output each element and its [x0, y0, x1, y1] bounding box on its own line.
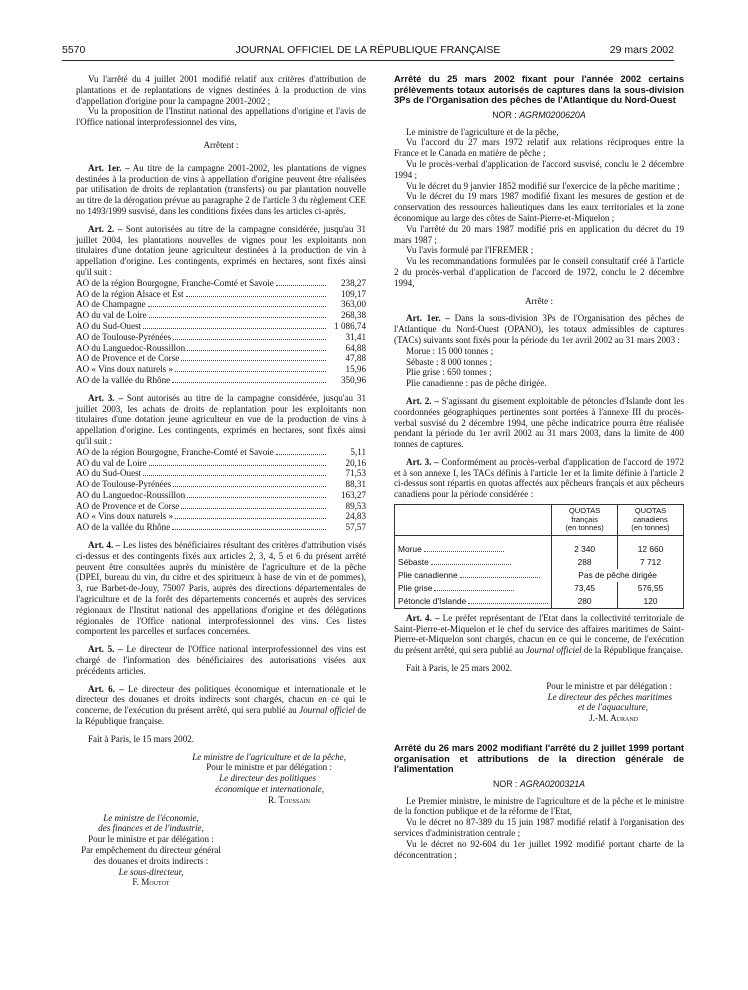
contingent-row [76, 511, 366, 522]
contingent-value: 109,17 [340, 288, 366, 299]
right-column [394, 74, 684, 860]
signature-line: économique et internationale, [215, 784, 324, 795]
contingent-row [76, 353, 366, 364]
article-3 [394, 457, 684, 500]
contingent-row [76, 468, 366, 479]
contingent-row [76, 278, 366, 289]
contingents-list-replantation [76, 447, 366, 533]
arretent-heading: Arrêtent : [203, 139, 239, 150]
quota-table-header [395, 505, 684, 536]
signature-line: des finances et de l'industrie, [98, 823, 204, 834]
contingent-name: AO de la région Bourgogne, Franche-Comté et Savoie [76, 277, 274, 288]
quota-row [395, 582, 684, 595]
contingents-list-plantations [76, 278, 366, 386]
article-4 [76, 540, 366, 637]
fait-line: Fait à Paris, le 15 mars 2002. [88, 733, 195, 744]
dot-leader [181, 508, 326, 509]
dot-leader [172, 529, 326, 530]
article-text: S'agissant du gisement exploitable de pétoncles d'Islande dont les coordonnées géographiques pertinentes sont portées à l'annexe III du procès-verbal susvisé du 2 décembre 1994, une pêche indicatrice pourra être réalisée pendant la période du 1er avril 2002 au 31 mars 2003, dans la limite de 400 tonnes de captures. [394, 395, 684, 450]
quota-francais-cell: 73,45 [552, 582, 618, 595]
article-label: Art. 5. – [88, 644, 123, 655]
signature-line: Par empêchement du directeur général [81, 845, 221, 855]
signature-block-agriculture [76, 752, 366, 806]
signature-line: Le sous-directeur, [118, 866, 184, 877]
contingent-value: 71,53 [345, 468, 366, 479]
article-label: Art. 1er. – [88, 162, 130, 173]
dot-leader [431, 564, 511, 565]
contingent-name: AO du val de Loire [76, 310, 147, 321]
contingent-name: AO de la région Alsace et Est [76, 288, 184, 299]
contingent-name: AO de la vallée du Rhône [76, 522, 171, 533]
quota-francais-cell: 288 [552, 556, 618, 569]
journal-name: Journal officiel [299, 705, 356, 716]
visa-paragraph: Vu les recommandations formulées par le conseil consultatif créé à l'article 2 du procès-verbal d'application de l'accord de 1972, conclu le 2 décembre 1994, [394, 256, 684, 288]
contingent-row [76, 332, 366, 343]
article-text: Sont autorisées au titre de la campagne considérée, jusqu'au 31 juillet 2004, les plantations nouvelles de vignes pour les exploitants non titulaires d'une dotation jeune agriculteur destinées à la production de vin à appellation d'origine. Les contingents, exprimés en hectares, sont fixés ainsi qu'il suit : [76, 223, 366, 277]
contingent-name: AO du Sud-Ouest [76, 320, 142, 331]
visa-paragraph: Vu l'arrêté du 4 juillet 2001 modifié relatif aux critères d'attribution de plantations et de replantations de vignes destinées à la production de vins d'appellation d'origine pour la campagne 2001-2002 ; [76, 74, 366, 106]
tac-item: Sébaste : 8 000 tonnes ; [406, 356, 493, 367]
contingent-name: AO du Languedoc-Roussillon [76, 342, 186, 353]
nor-label: NOR : [493, 778, 518, 789]
article-2 [394, 396, 684, 450]
species-cell [395, 582, 552, 595]
contingent-value: 350,96 [340, 374, 366, 385]
header-quotas-francais: QUOTAS français (en tonnes) [552, 505, 618, 536]
nor-reference-2 [394, 779, 684, 790]
contingent-value: 64,88 [345, 342, 366, 353]
article-5 [76, 644, 366, 676]
dot-leader [148, 306, 326, 307]
contingent-name: AO du val de Loire [76, 457, 147, 468]
article-1 [394, 313, 684, 345]
dot-leader [143, 475, 326, 476]
contingent-row [76, 447, 366, 458]
nor-code: AGRM0200620A [519, 109, 586, 120]
contingent-row [76, 289, 366, 300]
contingent-row [76, 458, 366, 469]
tac-item: Morue : 15 000 tonnes ; [406, 345, 494, 356]
article-2 [76, 224, 366, 278]
contingent-value: 31,41 [345, 331, 366, 342]
dot-leader [460, 577, 540, 578]
contingent-value: 47,88 [345, 353, 366, 364]
article-text: Sont autorisés au titre de la campagne considérée, jusqu'au 31 juillet 2003, les achats de droits de replantation pour les exploitants non titulaires d'une dotation jeune agriculteur en vue de la production de vins à appellation d'origine. Les contingents, exprimés en hectares, sont fixés ainsi qu'il suit : [76, 392, 366, 446]
contingent-name: AO de Champagne [76, 299, 146, 310]
dot-leader [276, 454, 326, 455]
visa-paragraph: Vu le décret no 87-389 du 15 juin 1987 modifié relatif à l'organisation des services d'administration centrale ; [394, 817, 684, 838]
dot-leader [187, 497, 326, 498]
dot-leader [175, 518, 326, 519]
tac-item: Plie grise : 650 tonnes ; [406, 367, 492, 378]
contingent-value: 1 086,74 [334, 320, 366, 331]
signature-line: et de l'aquaculture, [577, 702, 648, 713]
header-quotas-canadiens: QUOTAS canadiens (en tonnes) [618, 505, 684, 536]
visa-paragraph: Vu le décret du 19 mars 1987 modifié fixant les mesures de gestion et de conservation des ressources halieutiques dans les eaux territoriales et la zone économique au large des côtes de Saint-Pierre-et-Miquelon ; [394, 191, 684, 223]
contingent-value: 163,27 [340, 489, 366, 500]
species-name: Plie grise [398, 582, 433, 593]
contingent-row [76, 321, 366, 332]
article-text: Au titre de la campagne 2001-2002, les plantations de vignes destinées à la production de vins à appellation d'origine peuvent être réalisées par utilisation de droits de replantation (transferts) ou par plantation nouvelle au titre de la dérogation prévue au paragraphe 2 de l'article 3 du règlement CEE no 1493/1999 susvisé, dans les conditions fixées dans les articles ci-après. [76, 162, 366, 216]
signature-line: Le ministre de l'agriculture et de la pêche, [192, 751, 346, 762]
contingent-name: AO « Vins doux naturels » [76, 511, 174, 522]
page-number: 5570 [62, 44, 86, 56]
left-column [76, 74, 366, 888]
nor-reference-1 [394, 110, 684, 121]
dot-leader [276, 285, 326, 286]
dot-leader [173, 486, 326, 487]
article-text: de la République française. [76, 705, 366, 727]
article-label: Art. 2. – [88, 223, 123, 234]
signature-line: Le directeur des pêches maritimes [547, 691, 672, 702]
article-text: Le directeur des politiques économique et internationale et le directeur des douanes et droits indirects sont chargés, chacun en ce qui le concerne, de l'exécution du présent arrêté, qui sera publié au [76, 683, 366, 716]
contingent-row [76, 490, 366, 501]
quota-merged-cell: Pas de pêche dirigée [552, 569, 684, 582]
dot-leader [181, 360, 326, 361]
article-text: Conformément au procès-verbal d'application de l'accord de 1972 et à son annexe I, les TACs définis à l'article 1er et la limite définie à l'article 2 ci-dessus sont répartis en quotas affectés aux pêcheurs français et aux pêcheurs canadiens pour la période considérée : [394, 456, 685, 500]
contingent-name: AO de Provence et de Corse [76, 353, 180, 364]
arrete-heading: Arrête : [524, 295, 554, 306]
journal-title: JOURNAL OFFICIEL DE LA RÉPUBLIQUE FRANÇAISE [235, 44, 501, 56]
header-rule [62, 60, 674, 61]
page-header [62, 44, 674, 58]
article-label: Art. 6. – [88, 683, 124, 694]
contingent-value: 268,38 [340, 310, 366, 321]
species-cell [395, 556, 552, 569]
contingent-row [76, 375, 366, 386]
quota-canadiens-cell: 576,55 [618, 582, 684, 595]
article-label: Art. 1er. – [406, 313, 450, 324]
contingent-row [76, 364, 366, 375]
visa-paragraph: Vu l'accord du 27 mars 1972 relatif aux relations réciproques entre la France et le Canada en matière de pêche ; [394, 137, 684, 159]
quota-canadiens-cell: 7 712 [618, 556, 684, 569]
dot-leader [173, 339, 326, 340]
signatory-name: F. Moutot [132, 877, 170, 888]
contingent-name: AO du Sud-Ouest [76, 468, 142, 479]
quota-row [395, 595, 684, 609]
quota-canadiens-cell: 12 660 [618, 535, 684, 556]
contingent-row [76, 310, 366, 321]
contingent-row [76, 299, 366, 310]
quota-francais-cell: 2 340 [552, 535, 618, 556]
decree-title-1: Arrêté du 25 mars 2002 fixant pour l'année 2002 certains prélèvements totaux autorisés de captures dans la sous-division 3Ps de l'Organisation des pêches de l'Atlantique du Nord-Ouest [394, 74, 684, 106]
species-cell [395, 535, 552, 556]
contingent-row [76, 522, 366, 533]
visa-paragraph: Vu la proposition de l'Institut national des appellations d'origine et l'avis de l'Office national interprofessionnel des vins, [76, 106, 366, 128]
dot-leader [143, 328, 326, 329]
signature-line: Pour le ministre et par délégation : [546, 680, 672, 691]
contingent-value: 89,53 [345, 500, 366, 511]
contingent-name: AO de Toulouse-Pyrénées [76, 331, 172, 342]
article-label: Art. 3. – [88, 392, 123, 403]
visa-paragraph: Vu l'arrêté du 20 mars 1987 modifié pris en application du décret du 19 mars 1987 ; [394, 223, 684, 245]
signature-line: Pour le ministre et par délégation : [88, 834, 214, 845]
signatory-name: J.-M. Aurand [589, 713, 638, 724]
contingent-name: AO de la région Bourgogne, Franche-Comté et Savoie [76, 446, 274, 457]
signature-block-peches [394, 681, 684, 724]
dot-leader [186, 296, 326, 297]
nor-code: AGRA0200321A [519, 778, 585, 789]
quota-row [395, 535, 684, 556]
signature-line: des douanes et droits indirects : [93, 855, 209, 866]
contingent-value: 57,57 [345, 522, 366, 533]
visa-paragraph: Le ministre de l'agriculture et de la pêche, [406, 126, 559, 137]
dot-leader [424, 551, 504, 552]
article-label: Art. 4. – [406, 612, 440, 623]
species-name: Pétoncle d'Islande [398, 595, 467, 606]
species-cell [395, 569, 552, 582]
contingent-row [76, 343, 366, 354]
article-text: Dans la sous-division 3Ps de l'Organisation des pêches de l'Atlantique du Nord-Ouest (OPANO), les totaux admissibles de captures (TACs) suivants sont fixés pour la période du 1er avril 2002 au 31 mars 2003 : [394, 313, 685, 345]
quota-row [395, 556, 684, 569]
article-6 [76, 684, 366, 727]
article-label: Art. 2. – [406, 395, 439, 406]
header-empty-cell [395, 505, 552, 536]
signature-line: Le ministre de l'économie, [103, 812, 199, 823]
visa-paragraph: Vu le décret no 92-604 du 1er juillet 1992 modifié portant charte de la déconcentration ; [394, 838, 684, 860]
tac-list [394, 346, 684, 389]
dot-leader [172, 382, 326, 383]
signature-block-economie [76, 813, 226, 889]
contingent-name: AO de Provence et de Corse [76, 500, 180, 511]
quota-row [395, 569, 684, 582]
article-3 [76, 393, 366, 447]
nor-label: NOR : [492, 109, 517, 120]
visa-paragraph: Le Premier ministre, le ministre de l'agriculture et de la pêche et le ministre de la fonction publique et de la réforme de l'Etat, [394, 795, 684, 817]
article-text: de la République française. [581, 645, 683, 656]
dot-leader [175, 371, 326, 372]
contingent-name: AO de la vallée du Rhône [76, 374, 171, 385]
dot-leader [434, 590, 514, 591]
article-label: Art. 4. – [88, 540, 121, 551]
article-label: Art. 3. – [406, 456, 439, 467]
dot-leader [149, 465, 326, 466]
contingent-value: 238,27 [340, 277, 366, 288]
signature-line: Le directeur des politiques [219, 773, 316, 784]
signatory-name: R. Toussain [267, 794, 310, 805]
contingent-name: AO « Vins doux naturels » [76, 364, 174, 375]
contingent-row [76, 501, 366, 512]
article-1 [76, 163, 366, 217]
article-text: Les listes des bénéficiaires résultant des critères d'attribution visés ci-dessus et des contingents fixés aux articles 2, 3, 4, 5 et 6 du présent arrêté peuvent être consultées auprès du ministère de l'agriculture et de la pêche (DPEI, bureau du vin, du cidre et des spiritueux à base de vin et de pommes), 3, rue Barbet-de-Jouy, 75007 Paris, auprès des directions départementales de l'agriculture et de la forêt des départements concernés et auprès des services régionaux de l'Institut national des appellations d'origine et des délégations régionales de l'Office national interprofessionnel des vins. Ces listes comportent les parcelles et surfaces concernées. [76, 540, 366, 637]
contingent-value: 5,11 [350, 446, 366, 457]
quota-table [394, 504, 684, 609]
dot-leader [187, 350, 326, 351]
tac-item: Plie canadienne : pas de pêche dirigée. [406, 378, 547, 389]
article-text: Le préfet représentant de l'Etat dans la collectivité territoriale de Saint-Pierre-et-Miquelon et le chef du service des affaires maritimes de Saint-Pierre-et-Miquelon sont chargés, chacun en ce qui le concerne, de l'exécution du présent arrêté, qui sera publié au [394, 612, 684, 656]
contingent-value: 15,96 [345, 364, 366, 375]
species-name: Sébaste [398, 556, 429, 567]
contingent-row [76, 479, 366, 490]
quota-canadiens-cell: 120 [618, 595, 684, 609]
visa-paragraph: Vu le procès-verbal d'application de l'accord susvisé, conclu le 2 décembre 1994 ; [394, 158, 684, 180]
species-cell [395, 595, 552, 609]
species-name: Morue [398, 543, 422, 554]
fait-line: Fait à Paris, le 25 mars 2002. [406, 663, 513, 674]
contingent-value: 363,00 [340, 299, 366, 310]
journal-name: Journal officiel [525, 645, 582, 656]
signature-line: Pour le ministre et par délégation : [206, 762, 332, 773]
dot-leader [149, 317, 326, 318]
article-text: Le directeur de l'Office national interprofessionnel des vins est chargé de l'information des bénéficiaires des autorisations visées aux précédents articles. [76, 644, 366, 676]
contingent-name: AO du Languedoc-Roussillon [76, 489, 186, 500]
publication-date: 29 mars 2002 [609, 44, 674, 56]
visa-paragraph: Vu le décret du 9 janvier 1852 modifié sur l'exercice de la pêche maritime ; [406, 180, 680, 191]
quota-francais-cell: 280 [552, 595, 618, 609]
article-4 [394, 613, 684, 656]
visa-paragraph: Vu l'avis formulé par l'IFREMER ; [406, 245, 534, 256]
contingent-name: AO de Toulouse-Pyrénées [76, 479, 172, 490]
contingent-value: 24,83 [345, 511, 366, 522]
species-name: Plie canadienne [398, 569, 458, 580]
contingent-value: 88,31 [345, 479, 366, 490]
decree-title-2: Arrêté du 26 mars 2002 modifiant l'arrêté du 2 juillet 1999 portant organisation et attributions de la direction générale de l'alimentation [394, 743, 684, 775]
dot-leader [468, 603, 548, 604]
contingent-value: 20,16 [345, 457, 366, 468]
